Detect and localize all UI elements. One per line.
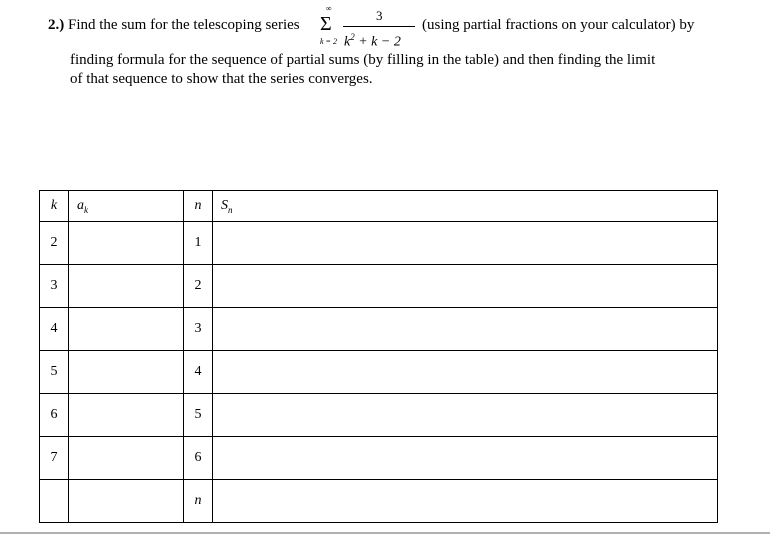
- problem-line-1: [48, 16, 300, 35]
- header-a-k: [69, 191, 184, 222]
- cell-n: 6: [184, 437, 213, 480]
- denominator-exponent: 2: [350, 32, 355, 42]
- cell-a-k[interactable]: [69, 265, 184, 308]
- problem-line-3: of that sequence to show that the series converges.: [70, 71, 373, 87]
- cell-a-k[interactable]: [69, 437, 184, 480]
- cell-s-n[interactable]: [213, 394, 718, 437]
- header-s-sub: n: [228, 204, 233, 215]
- table-row: [40, 265, 718, 308]
- cell-n: 2: [184, 265, 213, 308]
- header-s-n: [213, 191, 718, 222]
- cell-a-k[interactable]: [69, 394, 184, 437]
- cell-k: 2: [40, 222, 69, 265]
- cell-k: 6: [40, 394, 69, 437]
- table-row: [40, 437, 718, 480]
- cell-k: 4: [40, 308, 69, 351]
- cell-s-n[interactable]: [213, 265, 718, 308]
- partial-sums-table: [39, 190, 717, 524]
- cell-s-n[interactable]: [213, 480, 718, 523]
- cell-a-k[interactable]: [69, 480, 184, 523]
- table-header-row: [40, 191, 718, 222]
- cell-s-n[interactable]: [213, 222, 718, 265]
- cell-k[interactable]: [40, 480, 69, 523]
- cell-n: 4: [184, 351, 213, 394]
- series-denominator: [344, 29, 401, 51]
- sigma-icon: Σ: [320, 13, 332, 35]
- denominator-k: k: [344, 34, 351, 50]
- cell-k: 5: [40, 351, 69, 394]
- cell-n: 5: [184, 394, 213, 437]
- table-row: [40, 480, 718, 523]
- table-row: [40, 308, 718, 351]
- fraction-bar: [343, 26, 415, 27]
- cell-a-k[interactable]: [69, 222, 184, 265]
- problem-line-2: finding formula for the sequence of partial sums (by filling in the table) and then finding the limit: [70, 52, 656, 68]
- series-expression: [320, 4, 416, 50]
- cell-n: 1: [184, 222, 213, 265]
- table-row: [40, 222, 718, 265]
- cell-s-n[interactable]: [213, 437, 718, 480]
- header-n: n: [184, 191, 213, 222]
- page-bottom-divider: [0, 532, 770, 534]
- cell-k: 7: [40, 437, 69, 480]
- problem-text-a: Find the sum for the telescoping series: [68, 17, 300, 33]
- series-lower-limit: k = 2: [320, 37, 337, 46]
- cell-s-n[interactable]: [213, 351, 718, 394]
- problem-number: 2.): [48, 17, 65, 33]
- series-upper-limit: ∞: [326, 4, 332, 13]
- table-row: [40, 394, 718, 437]
- cell-k: 3: [40, 265, 69, 308]
- header-k: k: [40, 191, 69, 222]
- cell-n: 3: [184, 308, 213, 351]
- cell-a-k[interactable]: [69, 308, 184, 351]
- cell-s-n[interactable]: [213, 308, 718, 351]
- cell-a-k[interactable]: [69, 351, 184, 394]
- header-s: S: [221, 197, 228, 213]
- series-numerator: 3: [376, 8, 383, 23]
- cell-n: n: [184, 480, 213, 523]
- denominator-rest: + k − 2: [354, 34, 401, 50]
- header-a: a: [77, 197, 84, 213]
- header-a-sub: k: [84, 204, 88, 215]
- table-row: [40, 351, 718, 394]
- problem-text-b: (using partial fractions on your calculator) by: [422, 17, 695, 33]
